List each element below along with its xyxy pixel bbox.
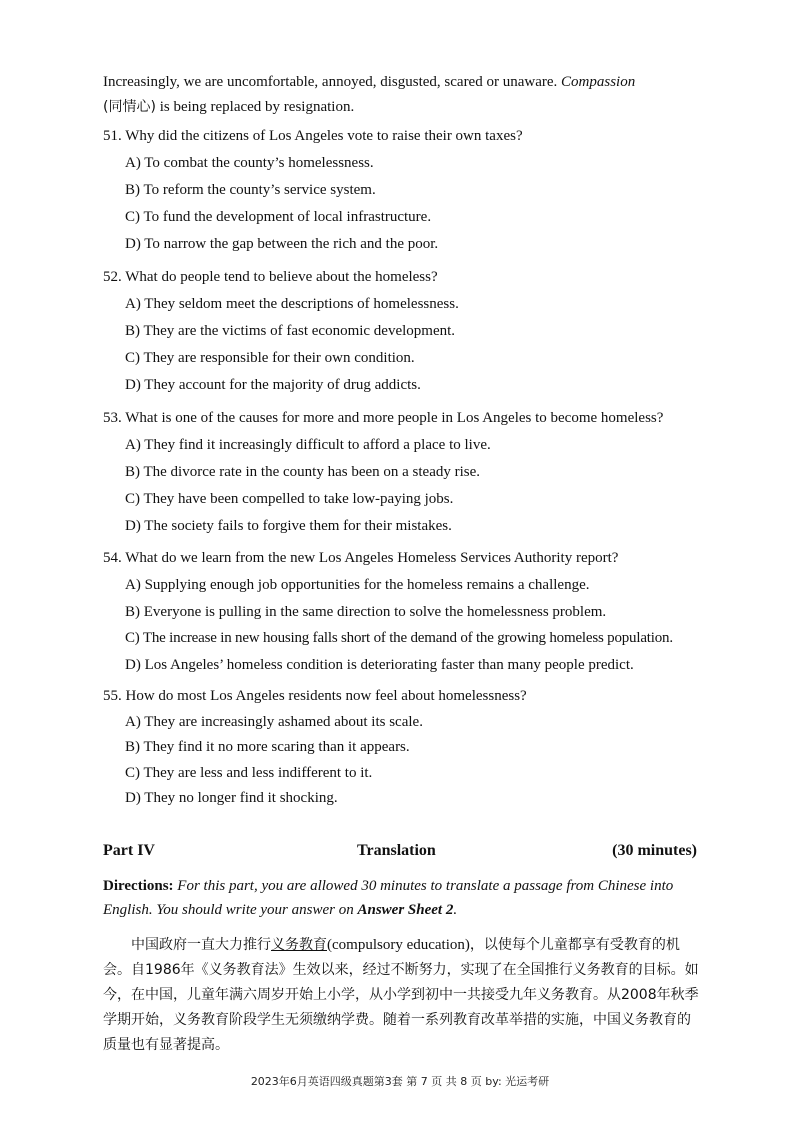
option-b: B) To reform the county’s service system. [125,182,376,198]
option-c: C) The increase in new housing falls short of the demand of the growing homeless population. [125,630,673,646]
translation-rest: ，以使每个儿童都享有受教育的机会。自1986年《义务教育法》生效以来，经过不断努力，实现了在全国推行义务教育的目标。如今，在中国，儿童年满六周岁开始上小学，从小学到初中一共接受九年义务教育。从2008年秋季学期开始，义务教育阶段学生无须缴纳学费。随着一系列教育改革举措的实施，中国义务教育的质量也有显著提高。 [103,937,699,1053]
option-d: D) Los Angeles’ homeless condition is deteriorating faster than many people predict. [125,657,634,673]
option-c: C) They have been compelled to take low-paying jobs. [125,491,454,507]
translation-term-cn: 义务教育 [271,937,327,953]
option-a: A) They find it increasingly difficult to afford a place to live. [125,437,491,453]
option-d: D) To narrow the gap between the rich and the poor. [125,236,439,252]
option-d: D) The society fails to forgive them for their mistakes. [125,518,452,534]
question-stem: 51. Why did the citizens of Los Angeles vote to raise their own taxes? [103,128,523,144]
option-c: C) They are responsible for their own condition. [125,350,415,366]
option-b: B) Everyone is pulling in the same direction to solve the homelessness problem. [125,604,607,620]
option-d: D) They account for the majority of drug addicts. [125,377,421,393]
intro-cn-gloss: (同情心) [103,99,156,115]
page-footer: 2023年6月英语四级真题第3套 第 7 页 共 8 页 by: 光运考研 [250,1075,550,1088]
directions-text: For this part, you are allowed 30 minutes to translate a passage from Chinese into English. You should write your answer on [103,878,674,918]
option-a: A) To combat the county’s homelessness. [125,155,374,171]
option-c: C) They are less and less indifferent to it. [125,765,373,781]
directions-label: Directions: [103,878,174,894]
option-a: A) They are increasingly ashamed about its scale. [125,714,423,730]
directions-period: . [453,902,458,918]
question-stem: 54. What do we learn from the new Los Angeles Homeless Services Authority report? [103,550,619,566]
question-stem: 52. What do people tend to believe about the homeless? [103,269,438,285]
translation-start: 中国政府一直大力推行 [131,937,271,953]
part-label: Part IV [103,842,155,859]
intro-text-1: Increasingly, we are uncomfortable, annoyed, disgusted, scared or unaware. [103,74,558,90]
option-a: A) They seldom meet the descriptions of homelessness. [125,296,459,312]
intro-line-1 [103,72,635,92]
option-c: C) To fund the development of local infrastructure. [125,209,432,225]
intro-italic-term: Compassion [561,74,636,90]
translation-term-en: (compulsory education) [327,937,470,953]
part-title: Translation [357,842,436,859]
translation-passage [103,933,703,1058]
question-stem: 53. What is one of the causes for more and more people in Los Angeles to become homeless? [103,410,664,426]
option-d: D) They no longer find it shocking. [125,790,338,806]
intro-text-2: is being replaced by resignation. [159,99,355,115]
option-b: B) They are the victims of fast economic development. [125,323,456,339]
directions [103,874,703,922]
option-b: B) They find it no more scaring than it appears. [125,739,410,755]
intro-line-2 [103,97,354,117]
option-a: A) Supplying enough job opportunities for the homeless remains a challenge. [125,577,590,593]
question-stem: 55. How do most Los Angeles residents now feel about homelessness? [103,688,527,704]
option-b: B) The divorce rate in the county has been on a steady rise. [125,464,481,480]
answer-sheet-ref: Answer Sheet 2 [357,902,454,918]
part-time: (30 minutes) [612,842,697,859]
part-header [103,842,697,864]
